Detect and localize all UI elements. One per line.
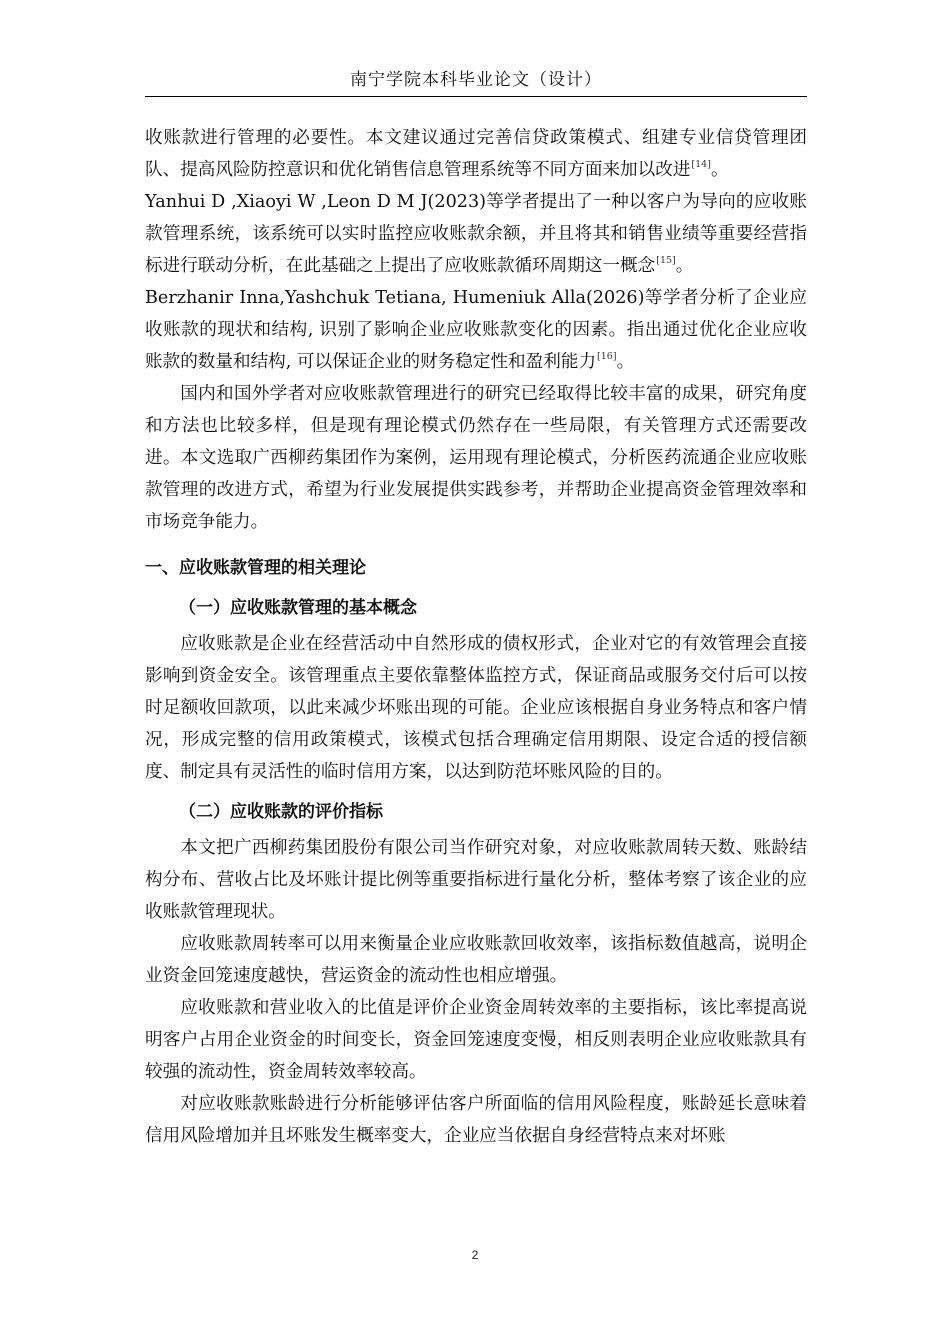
- paragraph-9: 对应收账款账龄进行分析能够评估客户所面临的信用风险程度，账龄延长意味着信用风险增加并且坏账发生概率变大，企业应当依据自身经营特点来对坏账: [145, 1094, 807, 1146]
- subsection-heading-2: （二）应收账款的评价指标: [179, 802, 383, 822]
- paragraph-7: 应收账款周转率可以用来衡量企业应收账款回收效率，该指标数值越高，说明企业资金回笼速度越快，营运资金的流动性也相应增强。: [145, 934, 807, 986]
- citation-ref-14: [14]: [691, 159, 711, 170]
- paragraph-8: 应收账款和营业收入的比值是评价企业资金周转效率的主要指标，该比率提高说明客户占用企业资金的时间变长，资金回笼速度变慢，相反则表明企业应收账款具有较强的流动性，资金周转效率较高。: [145, 998, 807, 1082]
- paragraph-6: 本文把广西柳药集团股份有限公司当作研究对象，对应收账款周转天数、账龄结构分布、营收占比及坏账计提比例等重要指标进行量化分析，整体考察了该企业的应收账款管理现状。: [145, 838, 807, 922]
- citation-ref-16: [16]: [597, 351, 617, 362]
- page-body: [145, 122, 807, 1152]
- subsection-heading-1: （一）应收账款管理的基本概念: [179, 598, 417, 618]
- citation-ref-15: [15]: [656, 255, 676, 266]
- paragraph-2: [145, 186, 807, 282]
- running-header: 南宁学院本科毕业论文（设计）: [350, 70, 602, 90]
- paragraph-tail: 。: [710, 160, 729, 180]
- paragraph-4: 国内和国外学者对应收账款管理进行的研究已经取得比较丰富的成果，研究角度和方法也比较多样，但是现有理论模式仍然存在一些局限，有关管理方式还需要改进。本文选取广西柳药集团作为案例，运用现有理论模式，分析医药流通企业应收账款管理的改进方式，希望为行业发展提供实践参考，并帮助企业提高资金管理效率和市场竞争能力。: [145, 384, 807, 532]
- header-divider: [145, 96, 807, 97]
- paragraph-3: [145, 282, 807, 378]
- paragraph-tail: 。: [675, 256, 694, 276]
- paragraph-text: Berzhanir Inna,Yashchuk Tetiana, Humeniuk Alla(2026)等学者分析了企业应收账款的现状和结构, 识别了影响企业应收账款变化的因素。指出通过优化企业应收账款的数量和结构, 可以保证企业的财务稳定性和盈利能力: [145, 288, 807, 372]
- paragraph-text: Yanhui D ,Xiaoyi W ,Leon D M J(2023)等学者提出了一种以客户为导向的应收账款管理系统，该系统可以实时监控应收账款余额，并且将其和销售业绩等重要经营指标进行联动分析，在此基础之上提出了应收账款循环周期这一概念: [145, 192, 807, 276]
- paragraph-1: [145, 122, 807, 186]
- page-number: 2: [471, 1248, 479, 1262]
- paragraph-tail: 。: [616, 352, 635, 372]
- paragraph-text: 收账款进行管理的必要性。本文建议通过完善信贷政策模式、组建专业信贷管理团队、提高风险防控意识和优化销售信息管理系统等不同方面来加以改进: [145, 128, 807, 180]
- section-heading-1: 一、应收账款管理的相关理论: [145, 558, 366, 578]
- paragraph-5: 应收账款是企业在经营活动中自然形成的债权形式，企业对它的有效管理会直接影响到资金安全。该管理重点主要依靠整体监控方式，保证商品或服务交付后可以按时足额收回款项，以此来减少坏账出现的可能。企业应该根据自身业务特点和客户情况，形成完整的信用政策模式，该模式包括合理确定信用期限、设定合适的授信额度、制定具有灵活性的临时信用方案，以达到防范坏账风险的目的。: [145, 634, 807, 782]
